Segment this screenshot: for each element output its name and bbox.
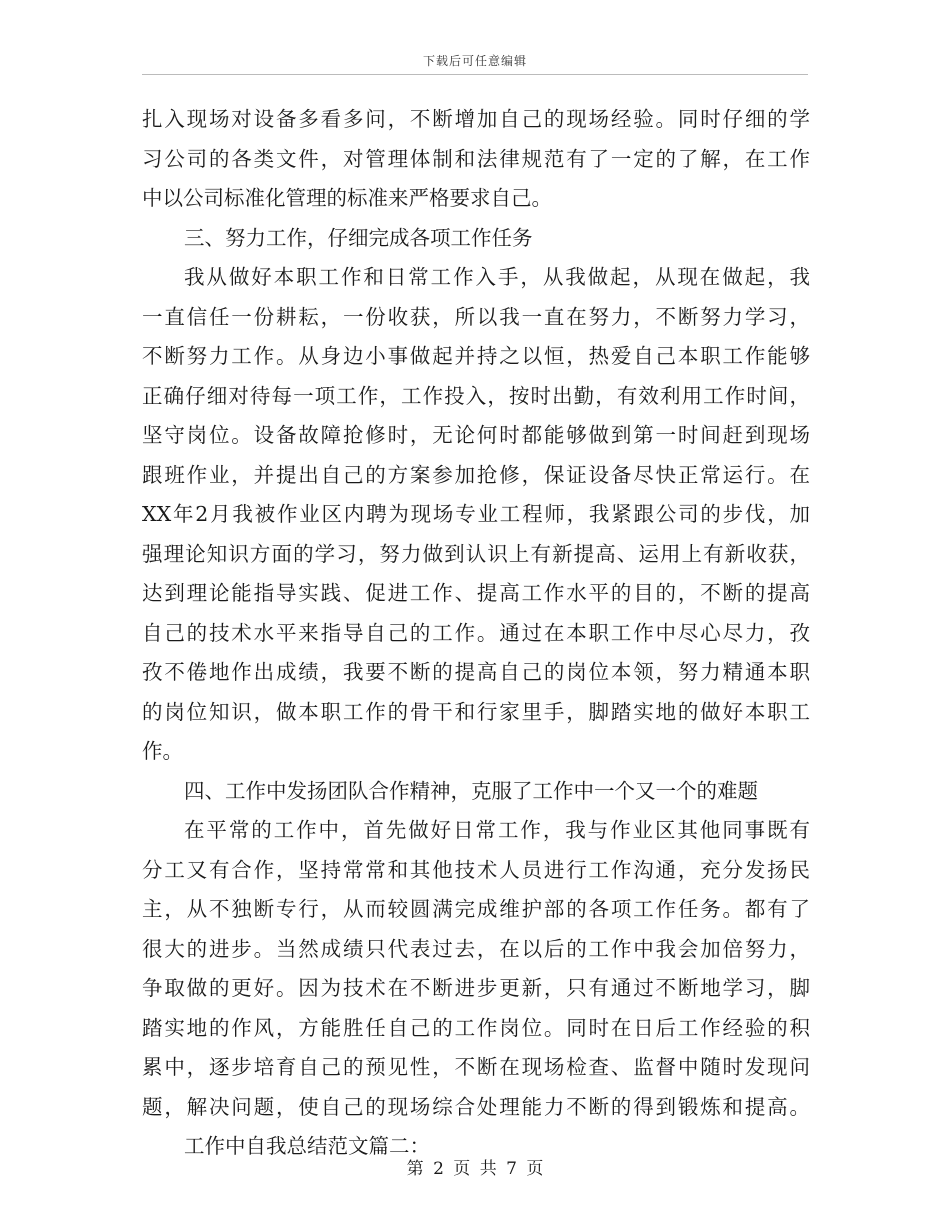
document-body bbox=[142, 100, 810, 1167]
text-line: 跟班作业，并提出自己的方案参加抢修，保证设备尽快正常运行。在 bbox=[142, 462, 810, 487]
text-line: 分工又有合作，坚持常常和其他技术人员进行工作沟通，充分发扬民 bbox=[142, 857, 810, 882]
text-line: 争取做的更好。因为技术在不断进步更新，只有通过不断地学习，脚 bbox=[142, 976, 810, 1000]
text-line: 自己的技术水平来指导自己的工作。通过在本职工作中尽心尽力，孜 bbox=[142, 620, 810, 645]
text-line: 强理论知识方面的学习，努力做到认识上有新提高、运用上有新收获， bbox=[142, 541, 810, 566]
section-heading: 四、工作中发扬团队合作精神，克服了工作中一个又一个的难题 bbox=[184, 778, 758, 803]
text-line: 在平常的工作中，首先做好日常工作，我与作业区其他同事既有 bbox=[184, 818, 810, 842]
text-line: 主，从不独断专行，从而较圆满完成维护部的各项工作任务。都有了 bbox=[142, 897, 810, 921]
page-number: 第 2 页 共 7 页 bbox=[406, 1159, 544, 1179]
text-line: XX年2月我被作业区内聘为现场专业工程师，我紧跟公司的步伐，加 bbox=[142, 502, 810, 526]
section-heading: 三、努力工作，仔细完成各项工作任务 bbox=[184, 225, 533, 250]
text-line: 作。 bbox=[142, 739, 183, 763]
text-line: 很大的进步。当然成绩只代表过去，在以后的工作中我会加倍努力， bbox=[142, 936, 810, 961]
text-line: 踏实地的作风，方能胜任自己的工作岗位。同时在日后工作经验的积 bbox=[142, 1015, 810, 1040]
text-line: 累中，逐步培育自己的预见性，不断在现场检查、监督中随时发现问 bbox=[142, 1055, 810, 1079]
page-header: 下载后可任意编辑 bbox=[422, 54, 527, 68]
text-line: 中以公司标准化管理的标准来严格要求自己。 bbox=[142, 186, 552, 210]
text-line: 孜不倦地作出成绩，我要不断的提高自己的岗位本领，努力精通本职 bbox=[142, 660, 810, 684]
text-line: 一直信任一份耕耘，一份收获，所以我一直在努力，不断努力学习， bbox=[142, 304, 810, 329]
text-line: 的岗位知识，做本职工作的骨干和行家里手，脚踏实地的做好本职工 bbox=[142, 699, 810, 724]
header-divider bbox=[142, 74, 808, 75]
text-line: 达到理论能指导实践、促进工作、提高工作水平的目的，不断的提高 bbox=[142, 581, 810, 605]
text-line: 坚守岗位。设备故障抢修时，无论何时都能够做到第一时间赶到现场 bbox=[142, 423, 810, 447]
text-line: 题，解决问题，使自己的现场综合处理能力不断的得到锻炼和提高。 bbox=[142, 1094, 810, 1119]
section-heading: 工作中自我总结范文篇二： bbox=[184, 1134, 430, 1158]
text-line: 我从做好本职工作和日常工作入手，从我做起，从现在做起，我 bbox=[184, 265, 810, 289]
text-line: 扎入现场对设备多看多问，不断增加自己的现场经验。同时仔细的学 bbox=[142, 107, 810, 131]
text-line: 习公司的各类文件，对管理体制和法律规范有了一定的了解，在工作 bbox=[142, 146, 810, 171]
text-line: 不断努力工作。从身边小事做起并持之以恒，热爱自己本职工作能够 bbox=[142, 344, 810, 368]
text-line: 正确仔细对待每一项工作，工作投入，按时出勤，有效利用工作时间， bbox=[142, 383, 810, 408]
